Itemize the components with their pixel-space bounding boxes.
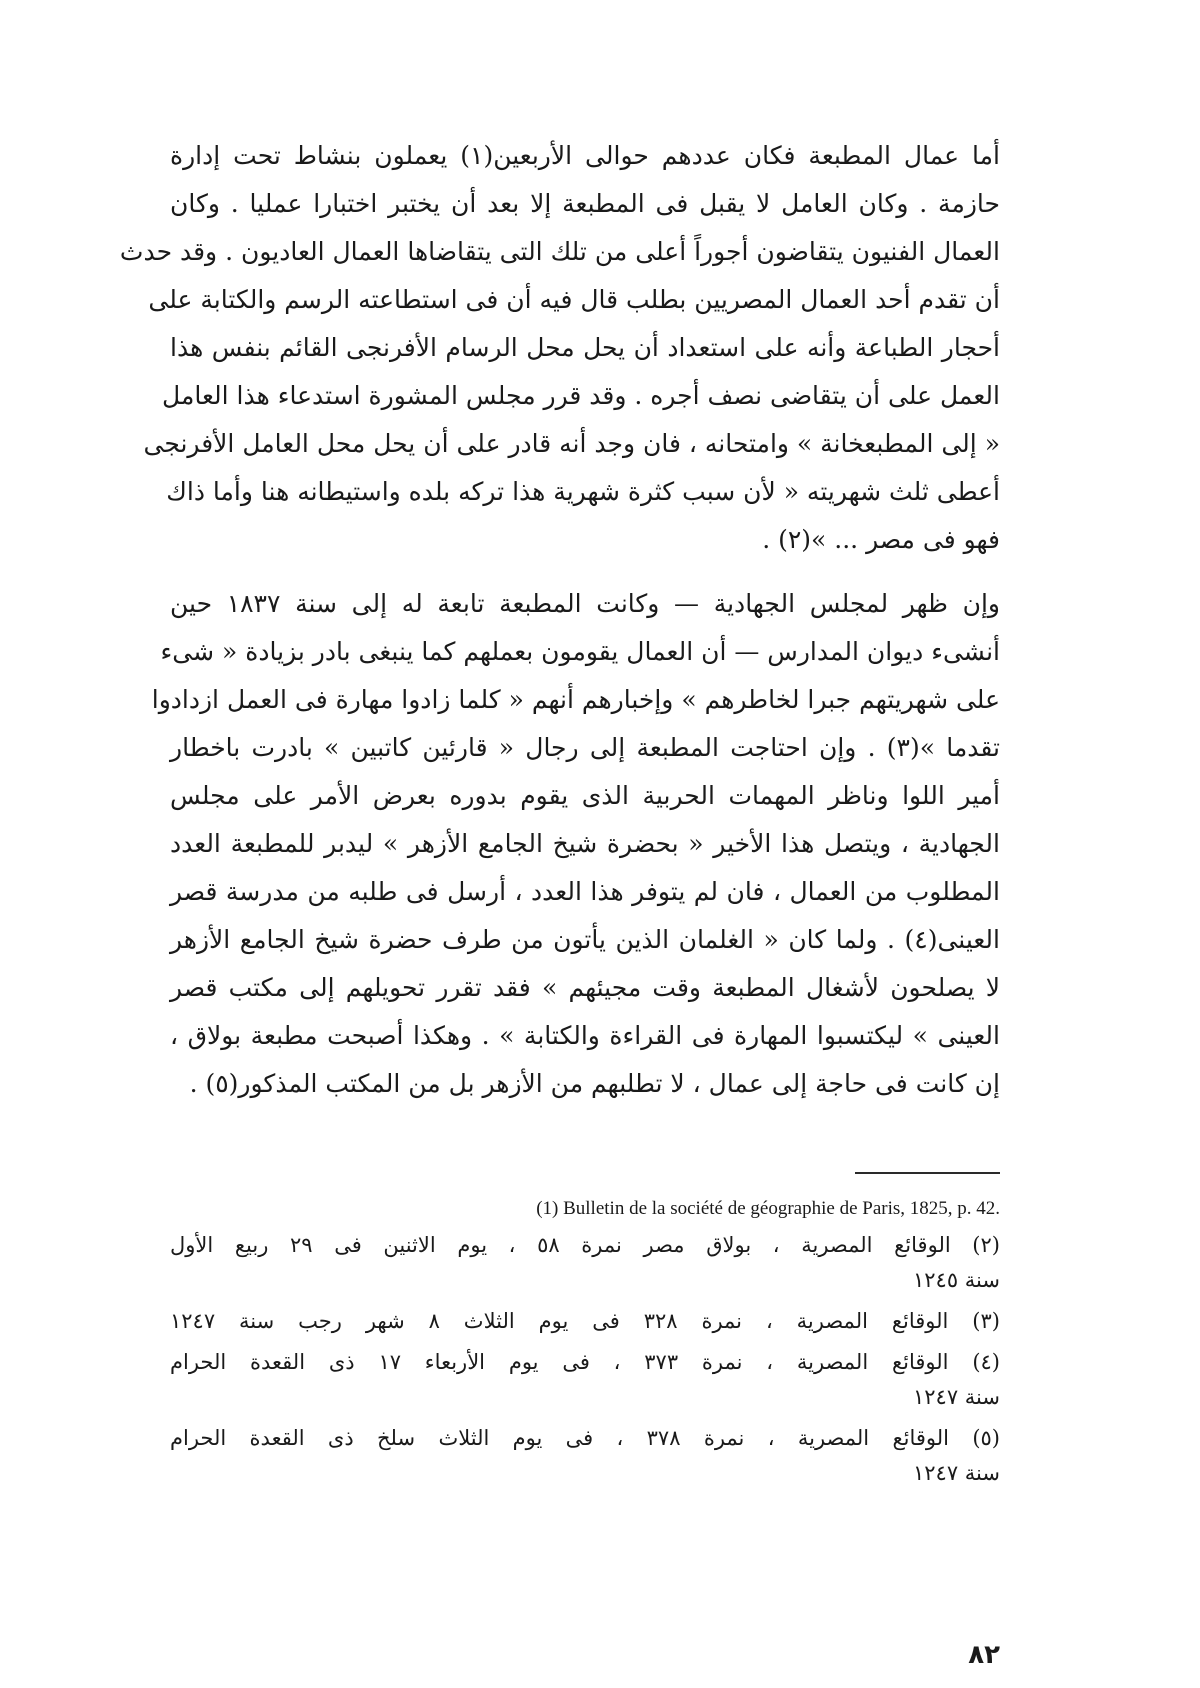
text-line: أحجار الطباعة وأنه على استعداد أن يحل محل الرسام الأفرنجى القائم بنفس هذا <box>170 333 1000 362</box>
text-line: أمير اللوا وناظر المهمات الحربية الذى يقوم بدوره بعرض الأمر على مجلس <box>170 781 1000 810</box>
footnote-4 <box>170 1345 1000 1415</box>
footnote-5 <box>170 1421 1000 1491</box>
text-line: على شهريتهم جبرا لخاطرهم » وإخبارهم أنهم « كلما زادوا مهارة فى العمل ازدادوا <box>151 685 1000 714</box>
text-line: أن تقدم أحد العمال المصريين بطلب قال فيه أن فى استطاعته الرسم والكتابة على <box>148 285 1000 314</box>
text-line: تقدما »(٣) . وإن احتاجت المطبعة إلى رجال « قارئين كاتبين » بادرت باخطار <box>170 733 1000 762</box>
text-line: « إلى المطبعخانة » وامتحانه ، فان وجد أنه قادر على أن يحل محل العامل الأفرنجى <box>143 429 1000 458</box>
paragraph-1 <box>119 132 1000 564</box>
text-line: أعطى ثلث شهريته « لأن سبب كثرة شهرية هذا تركه بلده واستيطانه هنا وأما ذاك <box>166 477 1000 506</box>
footnote-line: (٤) الوقائع المصرية ، نمرة ٣٧٣ ، فى يوم الأربعاء ١٧ ذى القعدة الحرام <box>170 1350 1000 1374</box>
text-line: العمال الفنيون يتقاضون أجوراً أعلى من تلك التى يتقاضاها العمال العاديون . وقد حدث <box>119 237 1000 266</box>
footnote-1: (1) Bulletin de la société de géographie de Paris, 1825, p. 42. <box>536 1198 1000 1219</box>
body-text <box>119 132 1000 1108</box>
text-line: العينى » ليكتسبوا المهارة فى القراءة والكتابة » . وهكذا أصبحت مطبعة بولاق ، <box>170 1021 1000 1050</box>
footnote-line: (٥) الوقائع المصرية ، نمرة ٣٧٨ ، فى يوم الثلاث سلخ ذى القعدة الحرام <box>170 1426 1000 1450</box>
footnote-3 <box>170 1304 1000 1339</box>
text-line: فهو فى مصر ... »(٢) . <box>762 525 1000 554</box>
text-line: أنشىء ديوان المدارس — أن العمال يقومون بعملهم كما ينبغى بادر بزيادة « شىء <box>160 637 1000 666</box>
page-number: ٨٢ <box>968 1640 1000 1670</box>
paragraph-2 <box>151 580 1000 1108</box>
footnote-line: سنة ١٢٤٧ <box>913 1461 1000 1485</box>
text-line: العمل على أن يتقاضى نصف أجره . وقد قرر مجلس المشورة استدعاء هذا العامل <box>162 381 1000 410</box>
text-line: لا يصلحون لأشغال المطبعة وقت مجيئهم » فقد تقرر تحويلهم إلى مكتب قصر <box>170 973 1000 1002</box>
text-line: وإن ظهر لمجلس الجهادية — وكانت المطبعة تابعة له إلى سنة ١٨٣٧ حين <box>170 589 1000 618</box>
text-line: حازمة . وكان العامل لا يقبل فى المطبعة إلا بعد أن يختبر اختبارا عمليا . وكان <box>170 189 1000 218</box>
footnote-2 <box>170 1228 1000 1298</box>
footnote-line: (٢) الوقائع المصرية ، بولاق مصر نمرة ٥٨ ، يوم الاثنين فى ٢٩ ربيع الأول <box>170 1233 1000 1257</box>
footnote-line: سنة ١٢٤٥ <box>913 1268 1000 1292</box>
footnote-line: سنة ١٢٤٧ <box>913 1385 1000 1409</box>
footnotes <box>170 1192 1000 1497</box>
text-line: المطلوب من العمال ، فان لم يتوفر هذا العدد ، أرسل فى طلبه من مدرسة قصر <box>170 877 1000 906</box>
text-line: العينى(٤) . ولما كان « الغلمان الذين يأتون من طرف حضرة شيخ الجامع الأزهر <box>170 925 1000 954</box>
text-line: الجهادية ، ويتصل هذا الأخير « بحضرة شيخ الجامع الأزهر » ليدبر للمطبعة العدد <box>170 829 1000 858</box>
text-line: أما عمال المطبعة فكان عددهم حوالى الأربعين(١) يعملون بنشاط تحت إدارة <box>170 141 1000 170</box>
footnote-line: (٣) الوقائع المصرية ، نمرة ٣٢٨ فى يوم الثلاث ٨ شهر رجب سنة ١٢٤٧ <box>170 1309 1000 1333</box>
text-line: إن كانت فى حاجة إلى عمال ، لا تطلبهم من الأزهر بل من المكتب المذكور(٥) . <box>189 1069 1000 1098</box>
footnote-divider <box>855 1172 1000 1174</box>
